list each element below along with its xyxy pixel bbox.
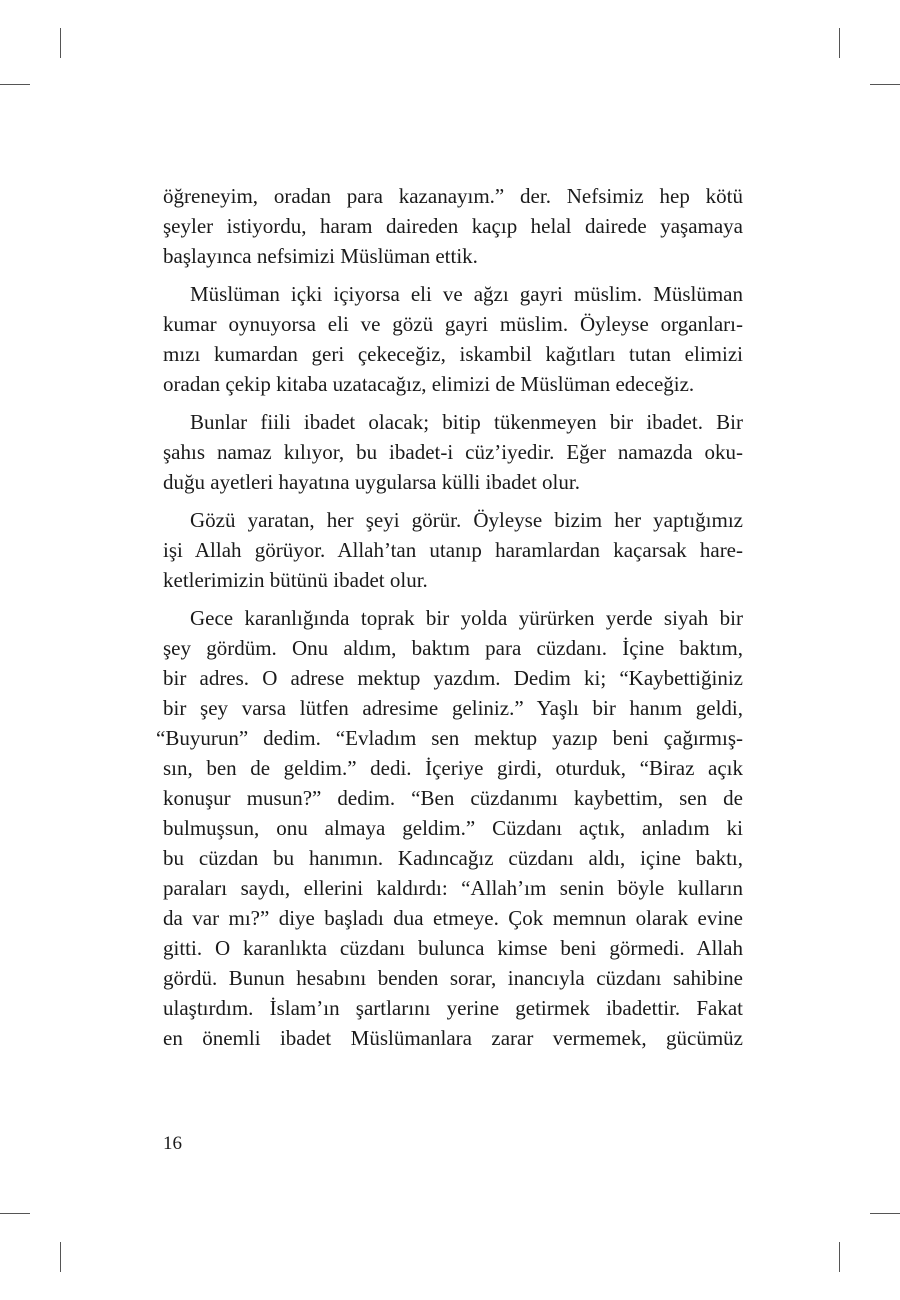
text-line: sın, ben de geldim.” dedi. İçeriye girdi, oturduk, “Biraz açık — [163, 756, 743, 780]
text-line: kumar oynuyorsa eli ve gözü gayri müslim. Öyleyse organları- — [163, 312, 743, 336]
paragraph-4 — [163, 505, 743, 595]
crop-mark-bottom-right-horizontal — [870, 1213, 900, 1214]
text-line: ketlerimizin bütünü ibadet olur. — [163, 568, 428, 592]
text-line: “Buyurun” dedim. “Evladım sen mektup yazıp beni çağırmış- — [156, 726, 743, 750]
crop-mark-bottom-left-horizontal — [0, 1213, 30, 1214]
text-line: konuşur musun?” dedim. “Ben cüzdanımı kaybettim, sen de — [163, 786, 743, 810]
crop-mark-bottom-right-vertical — [839, 1242, 840, 1272]
text-line: Müslüman içki içiyorsa eli ve ağzı gayri müslim. Müslüman — [190, 282, 743, 306]
text-line: oradan çekip kitaba uzatacağız, elimizi de Müslüman edeceğiz. — [163, 372, 695, 396]
text-line: Gece karanlığında toprak bir yolda yürürken yerde siyah bir — [190, 606, 743, 630]
text-line: Gözü yaratan, her şeyi görür. Öyleyse bizim her yaptığımız — [190, 508, 743, 532]
text-line: başlayınca nefsimizi Müslüman ettik. — [163, 244, 478, 268]
paragraph-1 — [163, 181, 743, 271]
text-line: bir şey varsa lütfen adresime geliniz.” Yaşlı bir hanım geldi, — [163, 696, 743, 720]
page-number: 16 — [163, 1133, 182, 1154]
text-line: işi Allah görüyor. Allah’tan utanıp haramlardan kaçarsak hare- — [163, 538, 743, 562]
crop-mark-top-right-vertical — [839, 28, 840, 58]
paragraph-2 — [163, 279, 743, 399]
paragraph-5 — [156, 603, 743, 1053]
text-line: Bunlar fiili ibadet olacak; bitip tükenmeyen bir ibadet. Bir — [190, 410, 743, 434]
paragraph-3 — [163, 407, 743, 497]
text-line: şahıs namaz kılıyor, bu ibadet-i cüz’iyedir. Eğer namazda oku- — [163, 440, 743, 464]
text-line: şeyler istiyordu, haram daireden kaçıp helal dairede yaşamaya — [163, 214, 743, 238]
text-line: mızı kumardan geri çekeceğiz, iskambil kağıtları tutan elimizi — [163, 342, 743, 366]
text-line: bir adres. O adrese mektup yazdım. Dedim ki; “Kaybettiğiniz — [163, 666, 743, 690]
body-text — [156, 181, 743, 1061]
text-line: bu cüzdan bu hanımın. Kadıncağız cüzdanı aldı, içine baktı, — [163, 846, 743, 870]
text-line: bulmuşsun, onu almaya geldim.” Cüzdanı açtık, anladım ki — [163, 816, 743, 840]
crop-mark-top-left-horizontal — [0, 84, 30, 85]
crop-mark-bottom-left-vertical — [60, 1242, 61, 1272]
crop-mark-top-left-vertical — [60, 28, 61, 58]
text-line: gitti. O karanlıkta cüzdanı bulunca kimse beni görmedi. Allah — [163, 936, 743, 960]
text-line: da var mı?” diye başladı dua etmeye. Çok memnun olarak evine — [163, 906, 743, 930]
crop-mark-top-right-horizontal — [870, 84, 900, 85]
text-line: öğreneyim, oradan para kazanayım.” der. Nefsimiz hep kötü — [163, 184, 743, 208]
text-line: şey gördüm. Onu aldım, baktım para cüzdanı. İçine baktım, — [163, 636, 743, 660]
text-line: duğu ayetleri hayatına uygularsa külli ibadet olur. — [163, 470, 580, 494]
text-line: en önemli ibadet Müslümanlara zarar vermemek, gücümüz — [163, 1026, 743, 1050]
text-line: ulaştırdım. İslam’ın şartlarını yerine getirmek ibadettir. Fakat — [163, 996, 743, 1020]
text-line: paraları saydı, ellerini kaldırdı: “Allah’ım senin böyle kulların — [163, 876, 743, 900]
text-line: gördü. Bunun hesabını benden sorar, inancıyla cüzdanı sahibine — [163, 966, 743, 990]
